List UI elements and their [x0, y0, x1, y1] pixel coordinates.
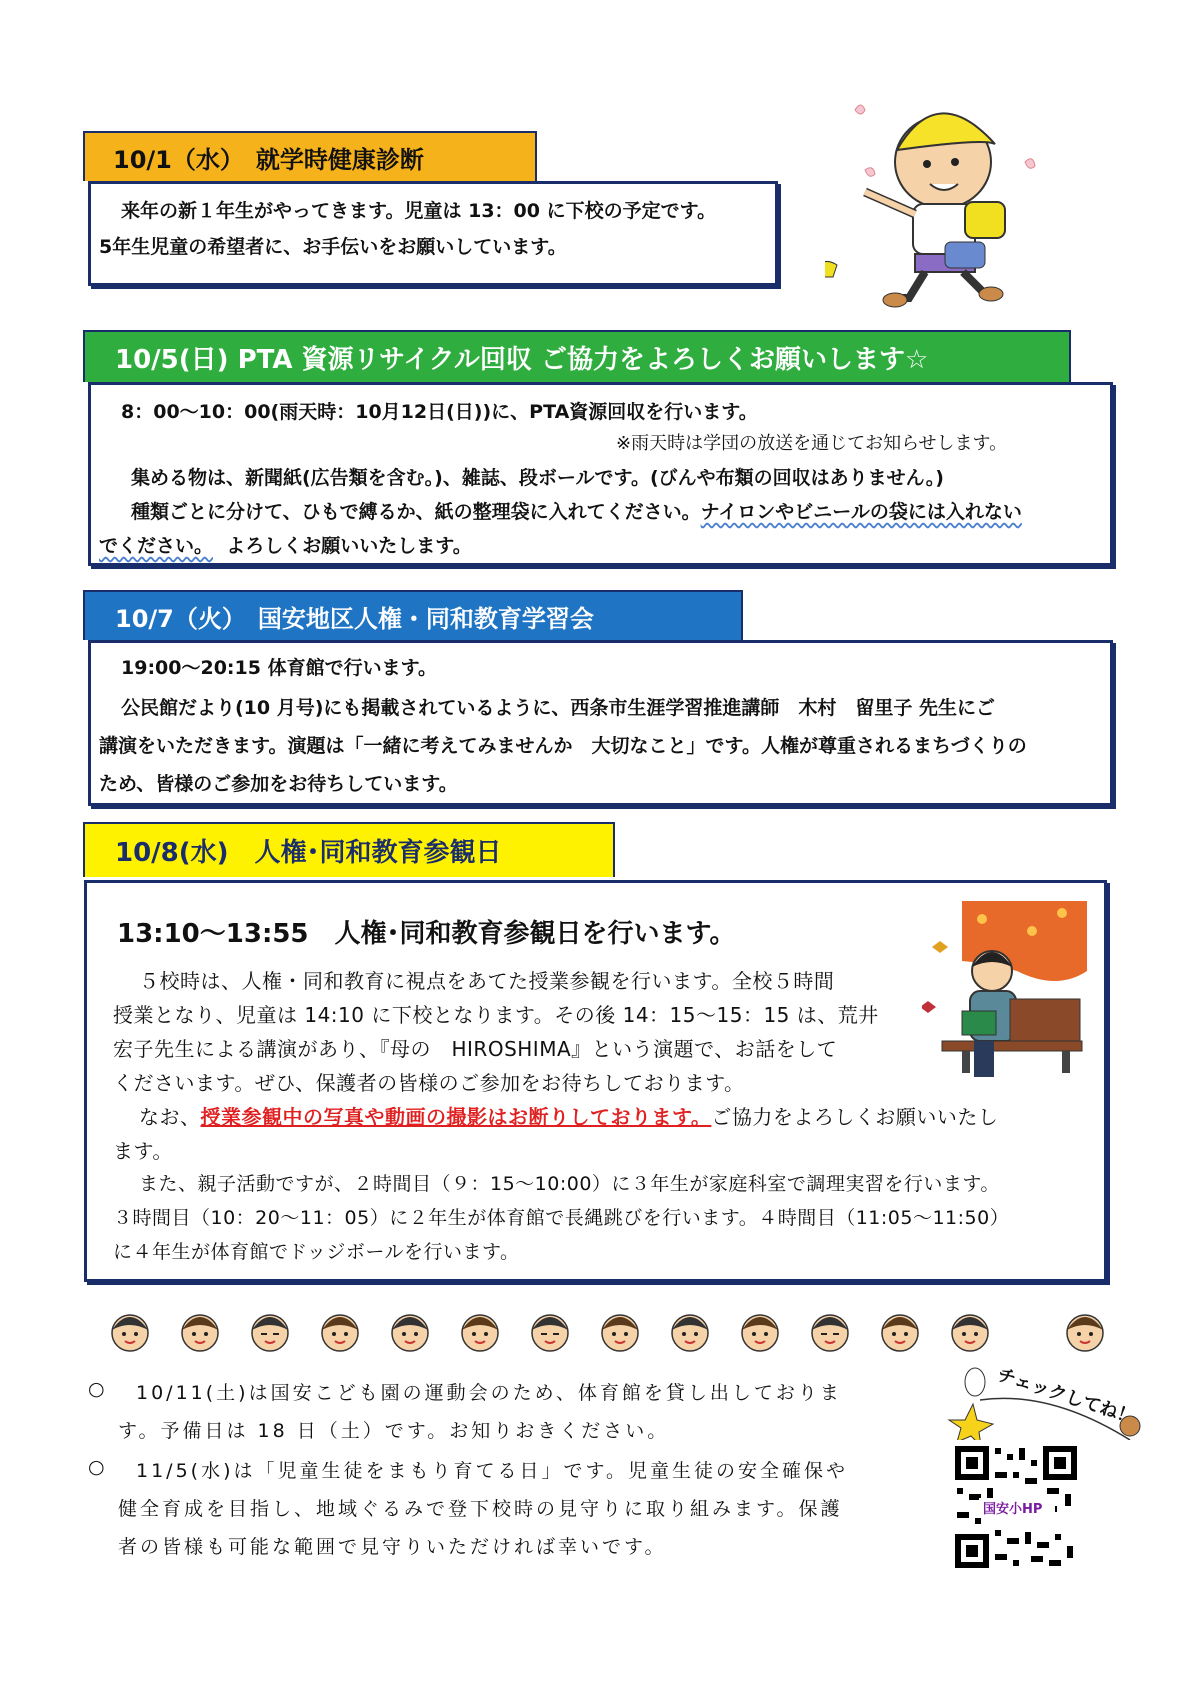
section-10-8-title: 10/8(水) 人権･同和教育参観日 — [115, 838, 502, 868]
child-face-icon — [945, 1306, 995, 1356]
section-10-7-line-1: 19:00～20:15 体育館で行います。 — [121, 657, 438, 679]
section-10-8-p6: ます。 — [113, 1139, 173, 1163]
section-10-7-box — [88, 640, 1113, 806]
section-10-5-line-4 — [131, 497, 1022, 524]
note-1-line-1: 10/11(土)は国安こども園の運動会のため、体育館を貸し出しておりま — [136, 1382, 842, 1404]
section-10-8-p8: ３時間目（10：20～11：05）に２年生が体育館で長縄跳びを行います。４時間目（11:05～11:50） — [113, 1207, 1010, 1229]
section-10-1-line-2: 5年生児童の希望者に、お手伝いをお願いしています。 — [99, 236, 567, 258]
child-face-icon — [875, 1306, 925, 1356]
section-10-8-photo-warning: 授業参観中の写真や動画の撮影はお断りしております。 — [200, 1105, 712, 1129]
section-10-8-p9: に４年生が体育館でドッジボールを行います。 — [113, 1241, 520, 1263]
section-10-8-p5a: なお、 — [139, 1105, 201, 1129]
child-face-icon — [455, 1306, 505, 1356]
section-10-7-line-4: ため、皆様のご参加をお待ちしています。 — [99, 773, 458, 795]
qr-label: 国安小HP — [983, 1502, 1043, 1517]
child-face-icon — [805, 1306, 855, 1356]
section-10-5-title: 10/5(日) PTA 資源リサイクル回収 ご協力をよろしくお願いします☆ — [115, 344, 929, 375]
section-10-8-heading: 13:10～13:55 人権･同和教育参観日を行います。 — [117, 919, 736, 949]
section-10-8-p2: 授業となり、児童は 14:10 に下校となります。その後 14：15～15：15 は、荒井 — [113, 1003, 879, 1027]
section-10-5-box — [88, 382, 1113, 566]
section-10-5-line-5a: でください。 — [99, 535, 214, 557]
section-10-7-title-tab — [83, 590, 743, 640]
qr-banner-text: チェックしてね！ — [994, 1364, 1138, 1429]
section-10-7-line-2: 公民館だより(10 月号)にも掲載されているように、西条市生涯学習推進講師 木村 留里子 先生にご — [121, 697, 996, 719]
child-face-icon — [735, 1306, 785, 1356]
qr-block — [945, 1360, 1145, 1575]
child-face-icon — [245, 1306, 295, 1356]
section-10-5-line-4a: 種類ごとに分けて、ひもで縛るか、紙の整理袋に入れてください。 — [131, 501, 701, 523]
section-10-8-title-tab — [83, 822, 615, 877]
note-2-line-1: 11/5(水)は「児童生徒をまもり育てる日」です。児童生徒の安全確保や — [136, 1460, 848, 1482]
child-face-icon — [525, 1306, 575, 1356]
section-10-5-line-3: 集める物は、新聞紙(広告類を含む。)、雑誌、段ボールです。(びんや布類の回収はありません。) — [131, 467, 944, 489]
section-10-5-line-5b: よろしくお願いいたします。 — [226, 535, 472, 557]
note-1-line-2: す。予備日は 18 日（土）です。お知りおきください。 — [118, 1420, 670, 1442]
section-10-8-p5 — [139, 1101, 998, 1130]
section-10-8-p7: また、親子活動ですが、２時間目（９：15～10:00）に３年生が家庭科室で調理実習を行います。 — [139, 1173, 1000, 1195]
section-10-8-p4: くださいます。ぜひ、保護者の皆様のご参加をお待ちしております。 — [113, 1071, 745, 1095]
child-face-icon — [105, 1306, 155, 1356]
child-face-icon — [385, 1306, 435, 1356]
section-10-7-title: 10/7（火） 国安地区人権・同和教育学習会 — [115, 604, 594, 633]
running-boy-illustration — [825, 92, 1045, 312]
child-face-icon — [315, 1306, 365, 1356]
section-10-8-box — [84, 880, 1107, 1282]
section-10-5-line-4b: ナイロンやビニールの袋には入れない — [700, 501, 1022, 523]
section-10-7-line-3: 講演をいただきます。演題は「一緒に考えてみませんか 大切なこと」です。人権が尊重されるまちづくりの — [99, 735, 1027, 757]
section-10-8-p5c: ご協力をよろしくお願いいたし — [711, 1105, 999, 1129]
child-face-icon — [175, 1306, 225, 1356]
note-2-bullet: ○ — [88, 1456, 108, 1478]
note-2-line-3: 者の皆様も可能な範囲で見守りいただければ幸いです。 — [118, 1536, 667, 1558]
child-face-icon — [665, 1306, 715, 1356]
child-face-icon — [595, 1306, 645, 1356]
section-10-5-rain-note: ※雨天時は学団の放送を通じてお知らせします。 — [616, 433, 1008, 454]
section-10-1-line-1: 来年の新１年生がやってきます。児童は 13：00 に下校の予定です。 — [121, 200, 717, 222]
section-10-5-line-1: 8：00～10：00(雨天時：10月12日(日))に、PTA資源回収を行います。 — [121, 401, 758, 423]
reading-man-illustration — [922, 901, 1092, 1081]
note-2-line-2: 健全育成を目指し、地域ぐるみで登下校時の見守りに取り組みます。保護 — [118, 1498, 843, 1520]
section-10-8-p3: 宏子先生による講演があり、『母の HIROSHIMA』という演題で、お話をして — [113, 1037, 838, 1061]
section-10-8-p1: ５校時は、人権・同和教育に視点をあてた授業参観を行います。全校５時間 — [139, 969, 835, 993]
section-10-1-box — [88, 181, 778, 286]
section-10-5-line-5 — [99, 531, 472, 558]
section-10-1-title: 10/1（水） 就学時健康診断 — [113, 145, 424, 174]
note-1-bullet: ○ — [88, 1378, 108, 1400]
child-face-icon — [1060, 1306, 1110, 1356]
section-10-1-title-tab — [83, 131, 537, 181]
section-10-5-title-tab — [83, 330, 1071, 382]
